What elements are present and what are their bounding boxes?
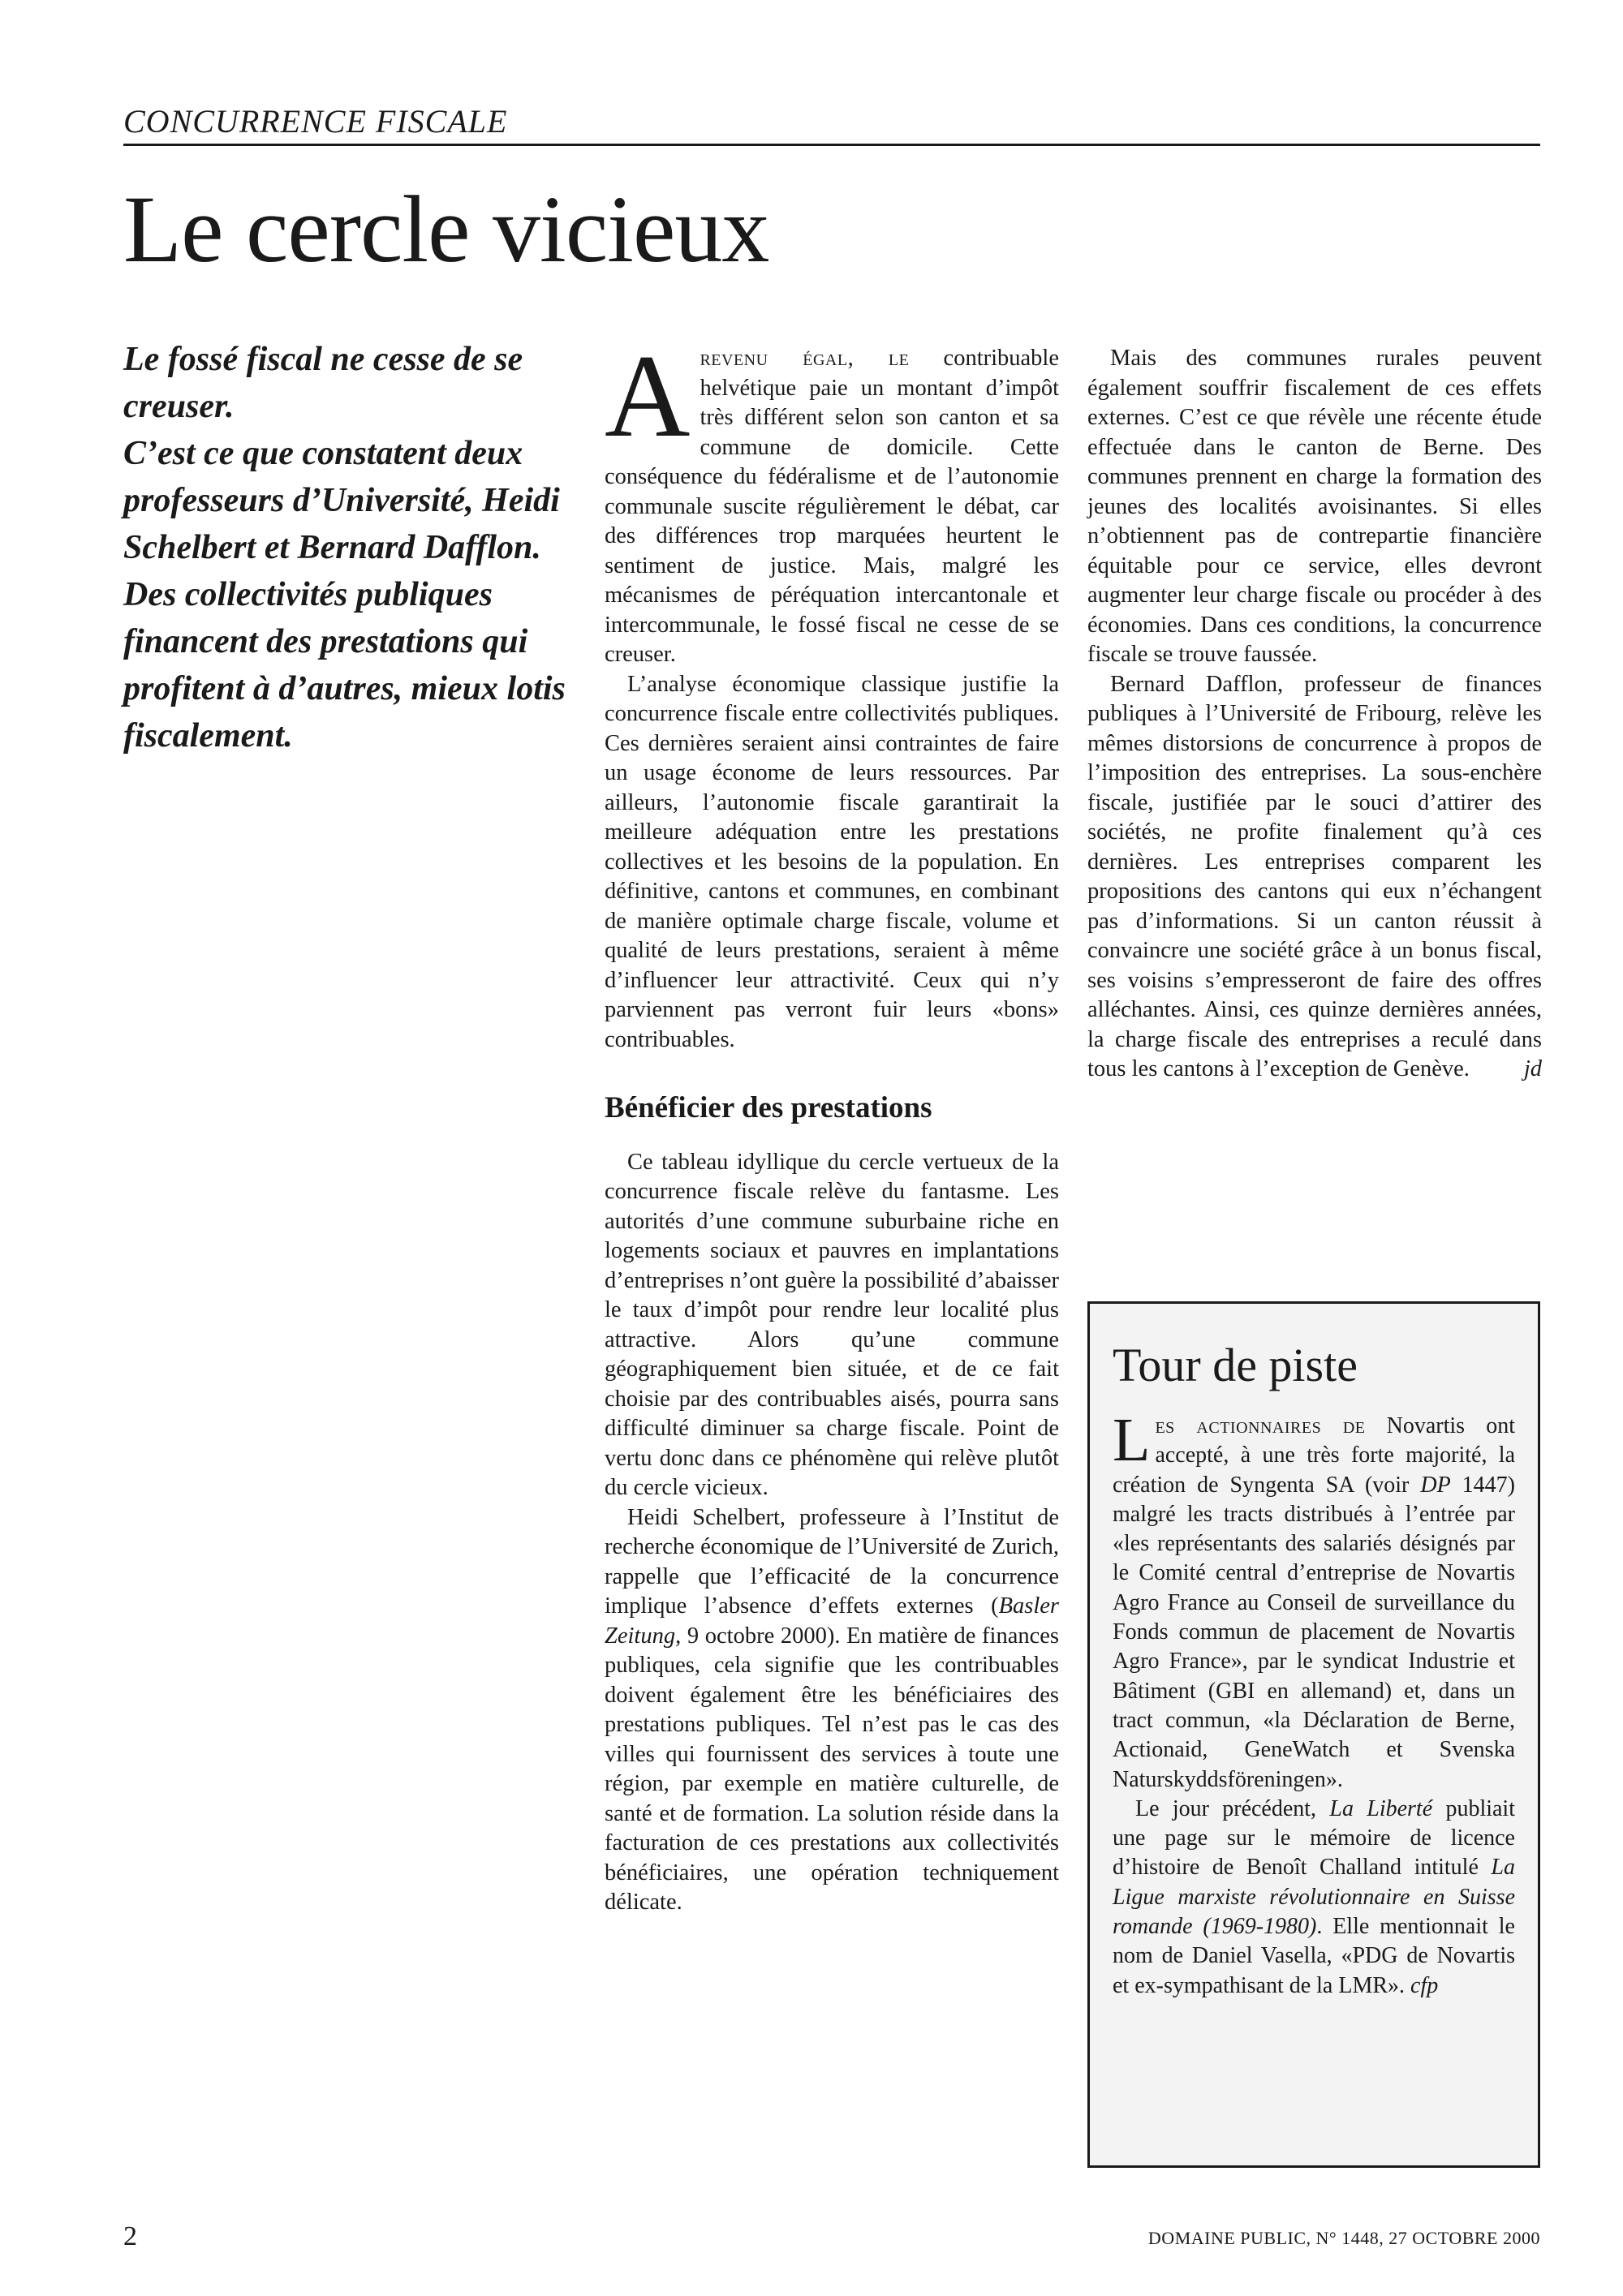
paragraph-4 (605, 1503, 1059, 1918)
paragraph-3: Ce tableau idyllique du cercle vertueux de la concurrence fiscale relève du fantasme. Les autorités d’une commune suburbaine riche en logements sociaux et pauvres en implantations d’entreprises n’ont guère la possibilité d’abaisser le taux d’impôt pour rendre leur localité plus attractive. Alors qu’une commune géographiquement bien située, et de ce fait choisie par des contribuables aisés, pourra sans difficulté diminuer sa charge fiscale. Point de vertu donc dans ce phénomène qui relève plutôt du cercle vicieux. (605, 1149, 1059, 1500)
subheading: Bénéficier des prestations (605, 1091, 932, 1124)
section-label: CONCURRENCE FISCALE (123, 103, 508, 140)
paragraph-1 (605, 330, 1059, 670)
sidebar-drop-cap: L (1113, 1406, 1151, 1474)
sidebar-p2-b: publiait une page sur le mémoire de licence d’histoire de Benoît Challand intitulé (1113, 1795, 1515, 1881)
sidebar-p2-paper: La Liberté (1329, 1795, 1433, 1821)
publication-footer: DOMAINE PUBLIC, N° 1448, 27 OCTOBRE 2000 (1147, 2228, 1540, 2248)
paragraph-2: L’analyse économique classique justifie la concurrence fiscale entre collectivités publiques. Ces dernières seraient ainsi contraintes de faire un usage économe de leurs ressources. Par ailleurs, l’autonomie fiscale garantirait la meilleure adéquation entre les prestations collectives et les besoins de la population. En définitive, cantons et communes, en combinant de manière optimale charge fiscale, volume et qualité de leurs prestations, seraient à même d’influencer leur attractivité. Ceux qui n’y parviennent pas verront fuir leurs «bons» contribuables. (605, 671, 1059, 1052)
page-number: 2 (123, 2221, 137, 2251)
header-rule (123, 144, 1540, 146)
article-title: Le cercle vicieux (123, 176, 769, 282)
sidebar-box (1087, 1301, 1540, 2168)
sidebar-paragraph-2 (1113, 1795, 1515, 2001)
sidebar-p1-a: Novartis ont accepté, à une très forte majorité, la création de Syngenta SA (voir (1113, 1413, 1515, 1498)
lead-sentence-3: Des collectivités publiques financent des prestations qui profitent à d’autres, mieux lotis fiscalement. (123, 576, 566, 755)
sidebar-p1-b: 1447) malgré les tracts distribués à l’entrée par «les représentants des salariés désignés par le Comité central d’entreprise de Novartis Agro France au Conseil de surveillance du Fonds commun de placement de Novartis Agro France», par le syndicat Industrie et Bâtiment (GBI en allemand) et, dans un tract commun, «la Déclaration de Berne, Actionaid, GeneWatch et Svenska Naturskyddsföreningen». (1113, 1472, 1515, 1792)
sidebar-p2-a: Le jour précédent, (1135, 1795, 1330, 1821)
sidebar-signature: cfp (1410, 1972, 1439, 1998)
article-column-1 (605, 330, 1059, 1918)
paragraph-4-text-b: , 9 octobre 2000). En matière de finances publiques, cela signifie que les contribuables doivent également être les bénéficiaires des prestations publiques. Tel n’est pas le cas des villes qui fournissent des services à toute une région, par exemple en matière culturelle, de santé et de formation. La solution réside dans la facturation de ces prestations aux collectivités bénéficiaires, une opération techniquement délicate. (605, 1623, 1059, 1915)
sidebar-p2-c: . Elle mentionnait le nom de Daniel Vasella, «PDG de Novartis et ex-sympathisant de la LMR». (1113, 1914, 1515, 1998)
sidebar-p1-ref: DP (1420, 1472, 1451, 1498)
opening-smallcaps: revenu égal, le (700, 346, 910, 371)
paragraph-5: Mais des communes rurales peuvent également souffrir fiscalement de ces effets externes. C’est ce que révèle une récente étude effectuée dans le canton de Berne. Des communes prennent en charge la formation des jeunes des localités avoisinantes. Si elles n’obtiennent pas de contrepartie financière équitable pour ce service, elles devront augmenter leur charge fiscale ou procéder à des économies. Dans ces conditions, la concurrence fiscale se trouve faussée. (1087, 346, 1542, 667)
article-lead (123, 336, 578, 759)
sidebar-p2-thesis: La Ligue marxiste révolutionnaire en Suisse romande (1969-1980) (1113, 1855, 1515, 1940)
sidebar-text (1113, 1406, 1515, 2001)
article-column-2 (1087, 344, 1542, 1085)
author-signature: jd (1523, 1056, 1542, 1081)
paragraph-4-text-a: Heidi Schelbert, professeure à l’Institut de recherche économique de l’Université de Zurich, rappelle que l’efficacité de la concurrence implique l’absence d’effets externes ( (605, 1504, 1059, 1619)
sidebar-title: Tour de piste (1113, 1339, 1358, 1391)
paragraph-6 (1087, 670, 1542, 1085)
sidebar-opening-smallcaps: es actionnaires de (1155, 1413, 1366, 1438)
paragraph-6-text: Bernard Dafflon, professeur de finances publiques à l’Université de Fribourg, relève les mêmes distorsions de concurrence à propos de l’imposition des entreprises. La sous-enchère fiscale, justifiée par le souci d’attirer des sociétés, ne profite finalement qu’à ces dernières. Les entreprises comparent les propositions des cantons qui eux n’échangent pas d’informations. Si un canton réussit à convaincre une société grâce à un bonus fiscal, ses voisins s’empresseront de faire des offres alléchantes. Ainsi, ces quinze dernières années, la charge fiscale des entreprises a reculé dans tous les cantons à l’exception de Genève. (1087, 671, 1542, 1081)
lead-sentence-1: Le fossé fiscal ne cesse de se creuser. (123, 341, 523, 425)
lead-sentence-2: C’est ce que constatent deux professeurs d’Université, Heidi Schelbert et Bernard Dafflon. (123, 435, 560, 566)
drop-cap: A (605, 330, 691, 462)
sidebar-paragraph-1 (1113, 1406, 1515, 1795)
paragraph-1-text: contribuable helvétique paie un montant d’impôt très différent selon son canton et sa commune de domicile. Cette conséquence du fédéralisme et de l’autonomie communale suscite régulièrement le débat, car des différences trop marquées heurtent le sentiment de justice. Mais, malgré les mécanismes de péréquation intercantonale et intercommunale, le fossé fiscal ne cesse de se creuser. (605, 346, 1059, 667)
source-citation: Basler Zeitung (605, 1593, 1059, 1649)
